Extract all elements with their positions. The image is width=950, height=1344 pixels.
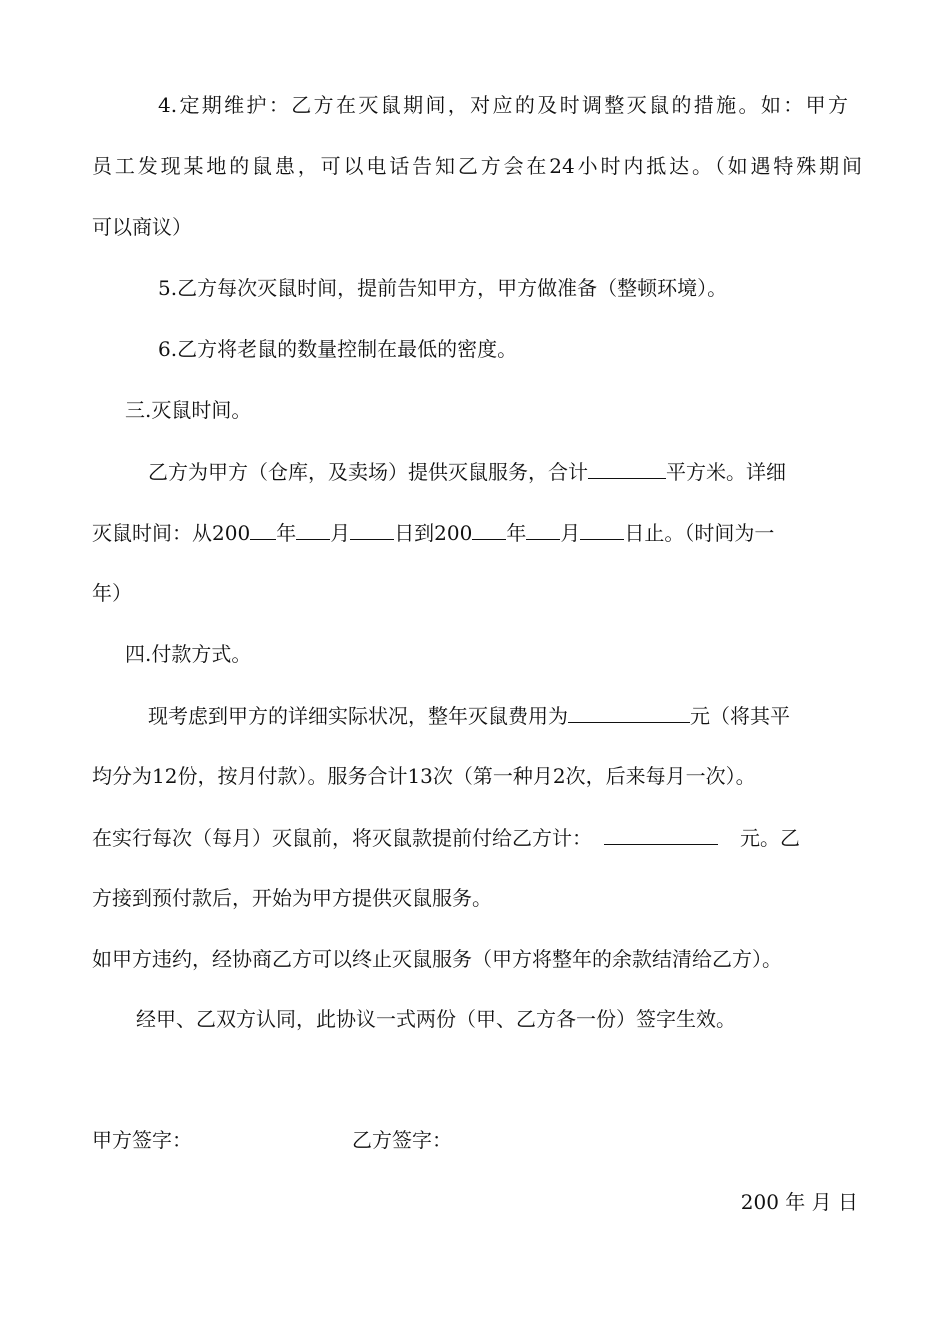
party-b-signature-label: 乙方签字： (352, 1128, 452, 1152)
start-month-blank[interactable] (296, 517, 330, 540)
section-3-line-3: 年） (92, 581, 132, 605)
section-4-heading: 四.付款方式。 (125, 642, 252, 666)
agreement-statement: 经甲、乙双方认同，此协议一式两份（甲、乙方各一份）签字生效。 (136, 1007, 736, 1031)
clause-4-line-1: 4.定期维护：乙方在灭鼠期间，对应的及时调整灭鼠的措施。如：甲方 (158, 93, 848, 117)
party-a-signature-label: 甲方签字： (92, 1128, 192, 1152)
end-day-blank[interactable] (580, 517, 624, 540)
section-3-heading: 三.灭鼠时间。 (125, 398, 252, 422)
clause-6: 6.乙方将老鼠的数量控制在最低的密度。 (158, 337, 518, 361)
breach-clause: 如甲方违约，经协商乙方可以终止灭鼠服务（甲方将整年的余款结清给乙方）。 (92, 947, 782, 971)
start-prefix: 灭鼠时间：从200 (92, 521, 251, 545)
year-label: 年 (506, 521, 527, 545)
start-day-blank[interactable] (350, 517, 394, 540)
day-end-label: 日止。（时间为一 (624, 521, 775, 545)
annual-fee-blank[interactable] (568, 700, 690, 723)
signature-date: 200 年 月 日 (740, 1190, 858, 1214)
year-label: 年 (276, 521, 297, 545)
section-3-line-1 (148, 456, 848, 487)
month-label: 月 (560, 521, 581, 545)
end-year-blank[interactable] (472, 517, 506, 540)
start-year-blank[interactable] (250, 517, 276, 540)
prepay-text-b: 元。乙 (740, 826, 800, 850)
clause-4-line-2: 员工发现某地的鼠患，可以电话告知乙方会在24小时内抵达。（如遇特殊期间 (92, 154, 862, 178)
clause-5: 5.乙方每次灭鼠时间，提前告知甲方，甲方做准备（整顿环境）。 (158, 276, 728, 300)
section-4-line-2: 均分为12份，按月付款）。服务合计13次（第一种月2次，后来每月一次）。 (92, 764, 756, 788)
end-month-blank[interactable] (526, 517, 560, 540)
area-blank[interactable] (588, 456, 666, 479)
prepay-text-a: 在实行每次（每月）灭鼠前，将灭鼠款提前付给乙方计： (92, 826, 592, 850)
month-label: 月 (330, 521, 351, 545)
fee-text-a: 现考虑到甲方的详细实际状况，整年灭鼠费用为 (148, 704, 568, 728)
prepay-amount-blank[interactable] (604, 822, 718, 845)
section-3-line-1-text-b: 平方米。详细 (666, 460, 786, 484)
day-to-label: 日到200 (394, 521, 473, 545)
section-3-line-1-text-a: 乙方为甲方（仓库，及卖场）提供灭鼠服务，合计 (148, 460, 588, 484)
clause-4-line-3: 可以商议） (92, 215, 192, 239)
fee-text-b: 元（将其平 (690, 704, 790, 728)
section-4-line-1 (148, 700, 848, 731)
section-4-line-3 (92, 822, 862, 853)
section-3-line-2 (92, 517, 862, 548)
section-4-line-4: 方接到预付款后，开始为甲方提供灭鼠服务。 (92, 886, 492, 910)
